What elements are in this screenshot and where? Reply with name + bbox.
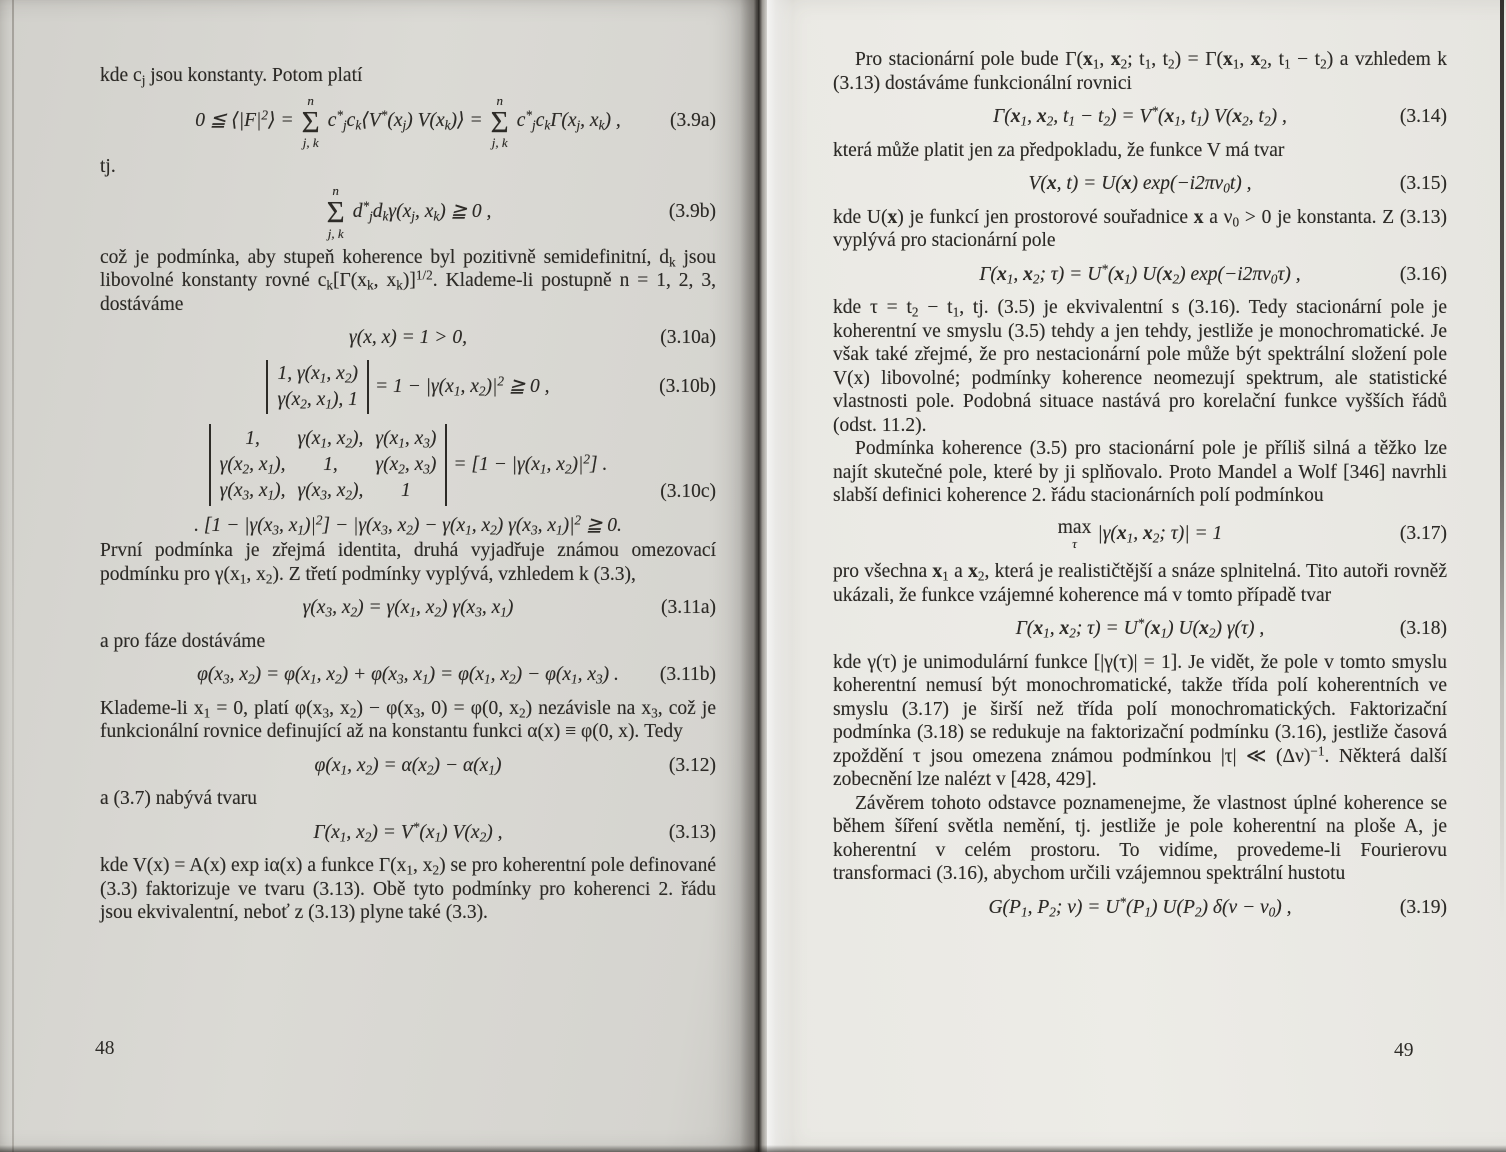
sigma-symbol: Σ bbox=[301, 103, 320, 139]
determinant-cell: 1 bbox=[401, 479, 411, 501]
paragraph-nabyva: a (3.7) nabývá tvaru bbox=[100, 788, 258, 810]
max-subscript: τ bbox=[1072, 536, 1077, 551]
equation-3-19 bbox=[833, 893, 1447, 920]
equation-number: (3.15) bbox=[1399, 173, 1447, 194]
equation-number: (3.9b) bbox=[668, 201, 716, 223]
equation-body bbox=[993, 105, 1287, 129]
equation-3-10c bbox=[100, 424, 716, 506]
equation-number: (3.19) bbox=[1399, 896, 1447, 918]
max-operator bbox=[1058, 518, 1092, 551]
paragraph-ktera: která může platit jen za předpokladu, že funkce V má tvar bbox=[833, 139, 1285, 161]
sum-lower-limit: j, k bbox=[302, 134, 319, 150]
equation-text: $c^*_jc_k\Gamma(x_j$, $x_k$) , bbox=[516, 107, 621, 134]
paragraph-phase: a pro fáze dostáváme bbox=[100, 630, 266, 652]
max-label: max bbox=[1057, 516, 1092, 538]
equation-body bbox=[1058, 518, 1223, 551]
equation-text: γ(x, x) = 1 > 0, bbox=[349, 327, 467, 349]
equation-body bbox=[209, 424, 608, 506]
sum-operator bbox=[491, 94, 509, 149]
equation-3-12 bbox=[100, 754, 716, 778]
equation-text: = $1 - |\gamma(x_1$, $x_2)|^2$ ≧ 0 , bbox=[374, 373, 550, 399]
equation-3-10c-continuation: . [$1 - |\gamma(x_3$, $x_1)|^2] - |\gamma(x_3$, $x_2) - \gamma(x_1$, $x_2$) $\gamma(x_3$, $x_1)|^2$ ≧ 0. bbox=[194, 512, 622, 538]
determinant-row: 1, $\gamma(x_1$, $x_2$) bbox=[277, 362, 358, 386]
determinant-3x3 bbox=[209, 424, 448, 506]
equation-number: (3.18) bbox=[1399, 618, 1447, 639]
equation-body bbox=[349, 326, 467, 350]
left-page-content bbox=[100, 64, 716, 925]
equation-text: $\Gamma(x_1$, $x_2$; $\tau) = U^*(x_1)$ $U(x_2)$ $\exp(-i2\pi\nu_0\tau)$ , bbox=[979, 260, 1301, 287]
page-edge-crease bbox=[12, 0, 14, 1152]
equation-text: $\Gamma(x_1$, $x_2) = V^*(x_1)$ $V(x_2)$ , bbox=[313, 819, 503, 845]
equation-body bbox=[988, 893, 1292, 920]
determinant-cell: $\gamma(x_1$, $x_3$) bbox=[375, 427, 437, 451]
paragraph-gamma: kde γ(τ) je unimodulární funkce [|γ(τ)| = 1]. Je vidět, že pole v tomto smyslu koherentní nemusí být monochromatické, takže třída polí koherentních ve smyslu (3.17) je širší než třída polí monochromatických. Faktorizační podmínka (3.18) se redukuje na faktorizační podmínku (3.16), jestliže časová zpoždění τ jsou omezena známou podmínkou |τ| ≪ $(\Delta\nu)^{-1}$. Některá další zobecnění lze nalézt v [428, 429]. bbox=[833, 651, 1447, 790]
equation-3-17 bbox=[833, 518, 1447, 551]
page-number-left: 48 bbox=[95, 1038, 115, 1059]
determinant-cell: $\gamma(x_3$, $x_2$), bbox=[297, 479, 364, 503]
paragraph-first-condition: První podmínka je zřejmá identita, druhá vyjadřuje známou omezovací podmínku pro $\gamma(x_1$, $x_2$). Z třetí podmínky vyplývá, vzhledem k (3.3), bbox=[100, 540, 716, 587]
paragraph-pro-vsechna: pro všechna $x_1$ a $x_2$, která je realističtější a snáze splnitelná. Tito autoři rovněž ukázali, že funkce vzájemné koherence má v tomto případě tvar bbox=[833, 561, 1447, 606]
equation-body bbox=[197, 663, 619, 687]
determinant-row: $\gamma(x_2$, $x_1$), 1 bbox=[277, 388, 358, 412]
equation-text: $\varphi(x_3$, $x_2) = \varphi(x_1$, $x_2) + \varphi(x_3$, $x_1) = \varphi(x_1$, $x_2) - \varphi(x_1$, $x_3$) . bbox=[197, 664, 619, 688]
equation-text: $d^*_jd_k\gamma(x_j$, $x_k$) ≧ 0 , bbox=[352, 198, 492, 225]
equation-text: $\varphi(x_1$, $x_2) = \alpha(x_2) - \alpha(x_1)$ bbox=[314, 754, 502, 778]
right-page bbox=[757, 0, 1506, 1152]
equation-number: (3.10c) bbox=[660, 481, 716, 503]
equation-body bbox=[325, 184, 492, 239]
determinant-cell: $\gamma(x_2$, $x_3$) bbox=[375, 453, 437, 477]
book-gutter-shadow bbox=[740, 0, 776, 1152]
equation-text: $c^*_jc_k⟨V^*(x_j)$ $V(x_k)⟩$ = bbox=[327, 107, 483, 134]
determinant-cell: $\gamma(x_1$, $x_2$), bbox=[297, 427, 364, 451]
equation-text: $G(P_1$, $P_2$; $\nu) = U^*(P_1)$ $U(P_2) \delta(\nu - \nu_0)$ , bbox=[988, 893, 1292, 920]
equation-body bbox=[195, 94, 620, 149]
determinant-cell: $\gamma(x_2$, $x_1$), bbox=[219, 453, 286, 477]
equation-number: (3.11b) bbox=[659, 664, 716, 686]
determinant-2x2 bbox=[266, 360, 369, 414]
paragraph-condition: což je podmínka, aby stupeň koherence byl pozitivně semidefinitní, $d_k$ jsou libovolné konstanty rovné $c_k[\Gamma(x_k$, $x_k)]^{1/2}$. Klademe-li postupně n = 1, 2, 3, dostáváme bbox=[100, 246, 717, 315]
paragraph-klademe: Klademe-li $x_1 = 0$, platí $\varphi(x_3$, $x_2) - \varphi(x_3$, 0) = φ(0, $x_2$) nezávisle na $x_3$, což je funkcionální rovnice definující až na konstantu funkci α(x) ≡ φ(0, x). Tedy bbox=[100, 697, 716, 743]
paragraph-tj: tj. bbox=[100, 155, 116, 177]
equation-text: $\Gamma(x_1$, $x_2$, $t_1 - t_2) = V^*(x_1$, $t_1$) $V(x_2$, $t_2$) , bbox=[993, 103, 1287, 129]
equation-number: (3.11a) bbox=[660, 597, 716, 619]
equation-number: (3.13) bbox=[668, 821, 716, 843]
determinant-cell: 1, bbox=[245, 427, 260, 449]
equation-body bbox=[303, 596, 514, 620]
equation-body bbox=[979, 260, 1301, 287]
equation-3-13 bbox=[100, 821, 716, 845]
equation-text: 0 ≦ $⟨|F|^2⟩$ = bbox=[195, 107, 294, 132]
equation-3-16 bbox=[833, 260, 1447, 287]
equation-number: (3.10a) bbox=[660, 327, 716, 349]
right-page-content bbox=[833, 48, 1447, 929]
equation-number: (3.17) bbox=[1399, 523, 1447, 544]
paragraph-podminka: Podmínka koherence (3.5) pro stacionární pole je příliš silná a těžko lze najít skutečné pole, které by ji splňovalo. Proto Mandel a Wolf [346] navrhli slabší definici koherence 2. řádu stacionárních polí podmínkou bbox=[833, 438, 1447, 506]
equation-3-9b bbox=[100, 184, 716, 239]
equation-text: V(x, t) = U(x) $\exp(-i2\pi\nu_0t)$ , bbox=[1028, 173, 1252, 196]
equation-number: (3.12) bbox=[668, 754, 716, 776]
equation-body bbox=[266, 360, 549, 414]
equation-3-11a bbox=[100, 596, 716, 620]
equation-number: (3.10b) bbox=[659, 376, 716, 398]
determinant-cell: 1, bbox=[323, 453, 338, 475]
page-number-right: 49 bbox=[1394, 1040, 1414, 1061]
equation-number: (3.16) bbox=[1399, 263, 1447, 285]
equation-3-10a bbox=[100, 326, 716, 350]
paragraph-pro-stacionarni: Pro stacionární pole bude $\Gamma(x_1$, $x_2$; $t_1$, $t_2) = \Gamma(x_1$, $x_2$, $t_1 - t_2$) a vzhledem k (3.13) dostáváme funkcionální rovnici bbox=[833, 49, 1448, 94]
paragraph-zaverem: Závěrem tohoto odstavce poznamenejme, že vlastnost úplné koherence se během šíření světla nemění, tj. jestliže je pole koherentní na ploše A, je koherentní v celém prostoru. To vidíme, provedeme-li Fourierovu transformaci (3.16), abychom určili vzájemnou spektrální hustotu bbox=[833, 792, 1447, 884]
equation-number: (3.14) bbox=[1399, 106, 1447, 127]
equation-3-15 bbox=[833, 172, 1447, 196]
sum-upper-limit: n bbox=[496, 92, 503, 108]
sum-lower-limit: j, k bbox=[491, 134, 508, 150]
sum-lower-limit: j, k bbox=[327, 225, 344, 241]
scan-edge-right bbox=[1500, 0, 1504, 1152]
equation-body bbox=[315, 754, 502, 778]
sigma-symbol: Σ bbox=[490, 103, 509, 139]
paragraph-kde-v: kde V(x) = A(x) exp iα(x) a funkce $\Gamma(x_1$, $x_2$) se pro koherentní pole definované (3.3) faktorizuje ve tvaru (3.13). Obě tyto podmínky pro koherenci 2. řádu jsou ekvivalentní, neboť z (3.13) plyne také (3.3). bbox=[100, 855, 716, 924]
equation-3-10b bbox=[100, 360, 716, 414]
determinant-cell: $\gamma(x_3$, $x_1$), bbox=[219, 479, 286, 503]
paragraph-tau: kde $\tau = t_2 - t_1$, tj. (3.5) je ekvivalentní s (3.16). Tedy stacionární pole je koherentní ve smyslu (3.5) tehdy a jen tehdy, jestliže je monochromatické. Je však také zřejmé, že pro nestacionární pole může být spektrální složení pole V(x) libovolné; podmínky koherence neomezují spektrum, ale statistické vlastnosti pole. Podobná situace nastává pro korelační funkce vyšších řádů (odst. 11.2). bbox=[833, 297, 1448, 436]
paragraph-intro: kde $c_j$ jsou konstanty. Potom platí bbox=[100, 65, 363, 88]
equation-text: $|\gamma(x_1$, $x_2$; τ)| = 1 bbox=[1097, 523, 1223, 546]
sum-upper-limit: n bbox=[307, 92, 314, 108]
sum-upper-limit: n bbox=[332, 183, 339, 199]
equation-body bbox=[314, 821, 503, 845]
equation-text: = [$1 - |\gamma(x_1$, $x_2)|^2$] . bbox=[453, 451, 608, 477]
equation-number: (3.9a) bbox=[669, 110, 716, 132]
paragraph-kde-u: kde U(x) je funkcí jen prostorové souřadnice x a $\nu_0 > 0$ je konstanta. Z (3.13) vyplývá pro stacionární pole bbox=[833, 206, 1448, 251]
equation-3-14 bbox=[833, 105, 1447, 129]
equation-body bbox=[1028, 172, 1251, 196]
scan-edge-bottom bbox=[0, 1145, 1506, 1152]
equation-text: $\gamma(x_3$, $x_2) = \gamma(x_1$, $x_2$) $\gamma(x_3$, $x_1$) bbox=[302, 597, 514, 621]
equation-text: $\Gamma(x_1$, $x_2$; $\tau) = U^*(x_1)$ $U(x_2)$ γ(τ) , bbox=[1015, 615, 1265, 641]
equation-3-18 bbox=[833, 617, 1447, 641]
equation-3-9a bbox=[100, 94, 716, 149]
sigma-symbol: Σ bbox=[326, 194, 345, 230]
equation-body bbox=[1016, 617, 1265, 641]
sum-operator bbox=[302, 94, 320, 149]
equation-3-11b bbox=[100, 663, 716, 687]
sum-operator bbox=[327, 184, 345, 239]
